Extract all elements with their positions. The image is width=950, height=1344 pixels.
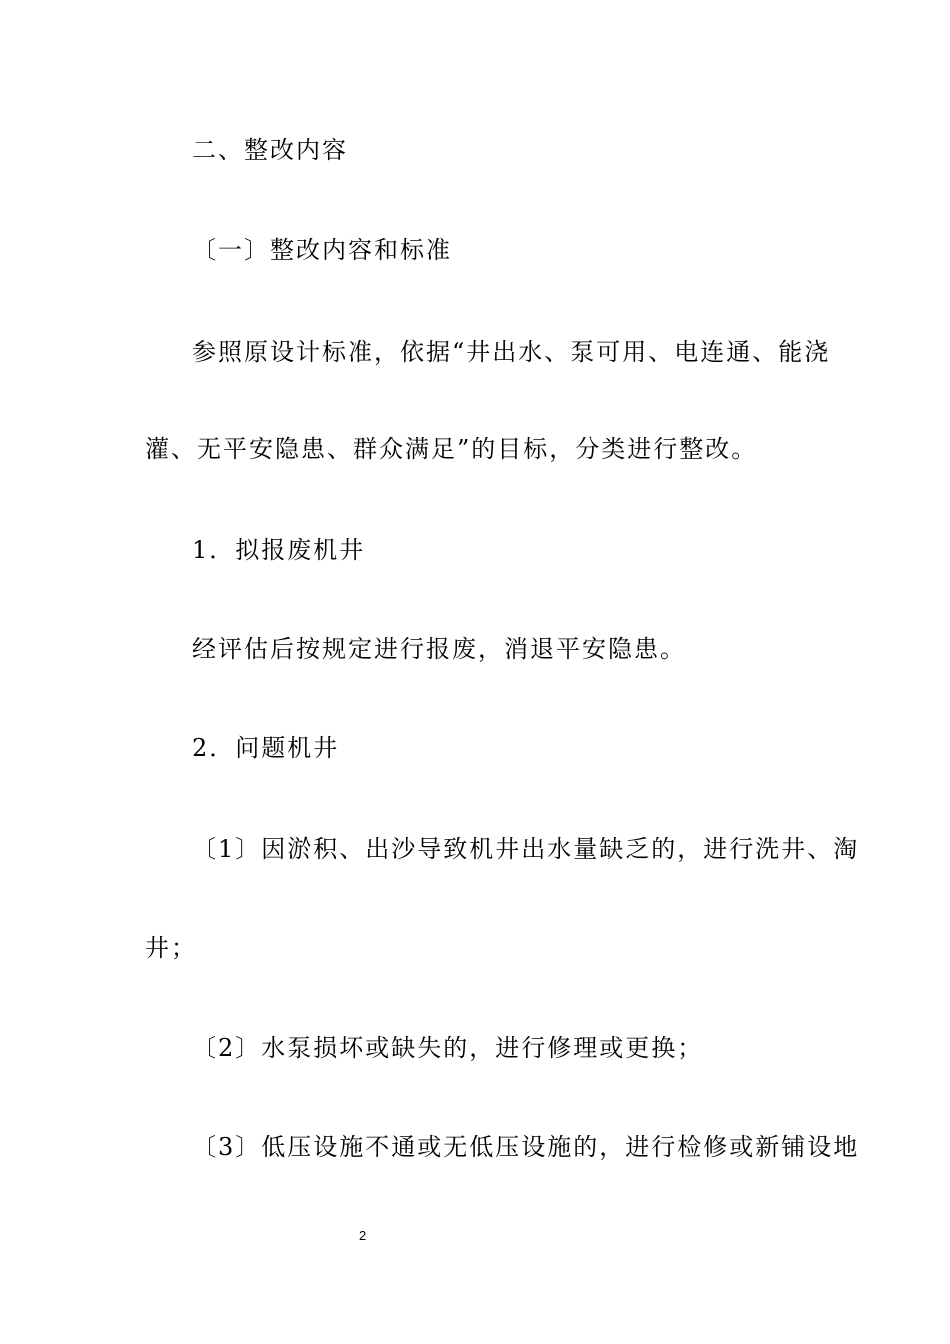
paragraph-line: 〔1〕因淤积、出沙导致机井出水量缺乏的，进行洗井、淘 xyxy=(192,835,860,863)
section-heading: 二、整改内容 xyxy=(192,136,348,164)
page-number: 2 xyxy=(359,1228,367,1243)
paragraph-line: 井； xyxy=(145,934,197,962)
paragraph-line: 灌、无平安隐患、群众满足”的目标，分类进行整改。 xyxy=(145,435,758,463)
item-heading: 1．拟报废机井 xyxy=(192,536,366,564)
item-heading: 2．问题机井 xyxy=(192,734,340,762)
paragraph-line: 〔2〕水泵损坏或缺失的，进行修理或更换； xyxy=(192,1034,704,1062)
paragraph-line: 〔3〕低压设施不通或无低压设施的，进行检修或新铺设地 xyxy=(192,1133,860,1161)
subsection-heading: 〔一〕整改内容和标准 xyxy=(192,236,452,264)
paragraph-line: 参照原设计标准，依据“井出水、泵可用、电连通、能浇 xyxy=(192,338,831,366)
paragraph-line: 经评估后按规定进行报废，消退平安隐患。 xyxy=(192,635,686,663)
